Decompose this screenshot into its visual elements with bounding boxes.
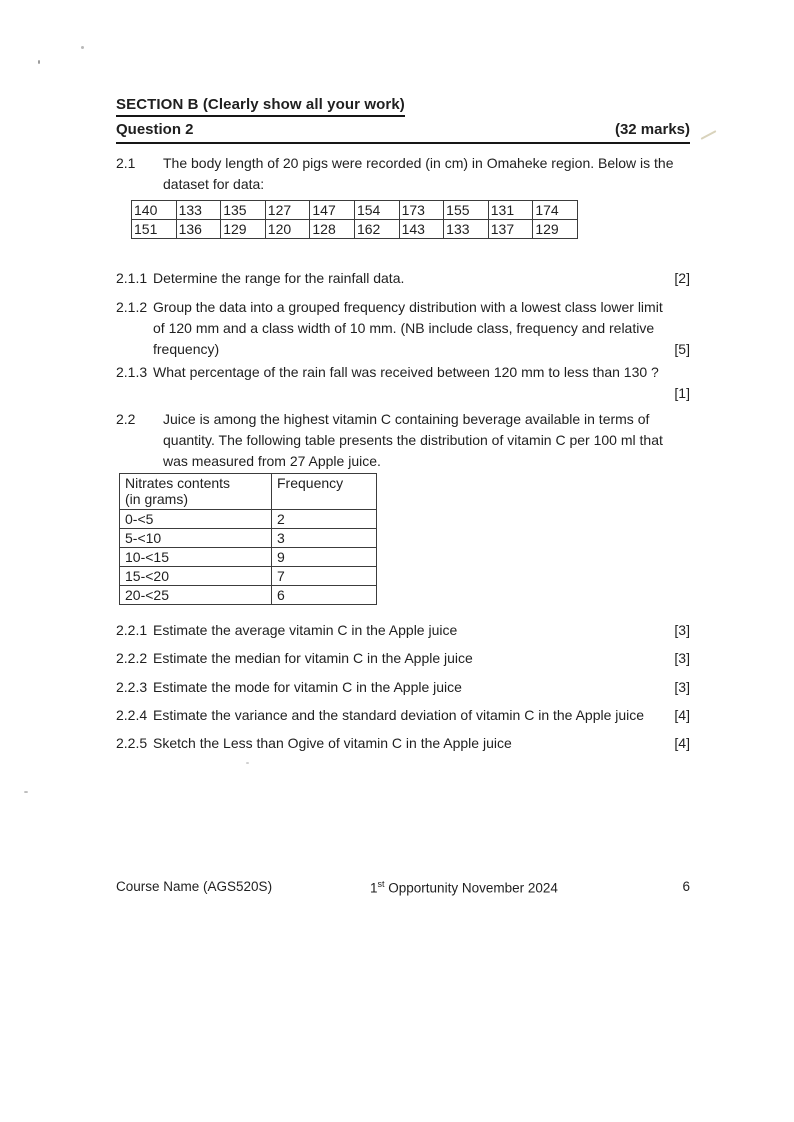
- text-line: Sketch the Less than Ogive of vitamin C in the Apple juice: [153, 735, 512, 751]
- footer-page-number: 6: [682, 879, 690, 894]
- question-number: 2.2: [116, 411, 136, 427]
- text-line: (in grams): [125, 491, 189, 507]
- table-cell: 173: [399, 201, 444, 220]
- question-text: [153, 297, 690, 360]
- table-row: [120, 567, 377, 586]
- question-number: 2.2.5: [116, 735, 148, 751]
- text-line: Estimate the median for vitamin C in the Apple juice: [153, 650, 473, 666]
- question-total-marks: (32 marks): [614, 121, 690, 138]
- text-line: The body length of 20 pigs were recorded (in cm) in Omaheke region. Below is the: [163, 155, 674, 171]
- question-text: [153, 677, 690, 698]
- table-cell: 20-<25: [120, 586, 272, 605]
- footer-opportunity-number: 1: [370, 880, 378, 896]
- text-line: Estimate the average vitamin C in the Apple juice: [153, 622, 458, 638]
- question-number: 2.2.1: [116, 622, 148, 638]
- table-cell: 127: [265, 201, 310, 220]
- table-cell: 15-<20: [120, 567, 272, 586]
- pig-length-data-table: [131, 200, 578, 239]
- question-number: 2.2.2: [116, 650, 148, 666]
- question-number: 2.1.2: [116, 299, 148, 315]
- section-heading: SECTION B (Clearly show all your work): [116, 96, 405, 117]
- question-2-1-1: [116, 268, 690, 289]
- text-line: Group the data into a grouped frequency distribution with a lowest class lower limit: [153, 299, 663, 315]
- table-cell: 140: [132, 201, 177, 220]
- table-cell: 143: [399, 220, 444, 239]
- question-number: 2.1.3: [116, 364, 148, 380]
- table-cell: 129: [533, 220, 578, 239]
- footer-course-name: Course Name (AGS520S): [116, 879, 273, 894]
- question-text: [153, 705, 690, 726]
- question-2-2-2: [116, 648, 690, 669]
- question-2-2: [116, 409, 690, 472]
- text-line: dataset for data:: [163, 176, 265, 192]
- table-cell: 137: [488, 220, 533, 239]
- table-cell: 154: [354, 201, 399, 220]
- text-line: was measured from 27 Apple juice.: [163, 453, 381, 469]
- table-cell: 120: [265, 220, 310, 239]
- table-cell: 3: [272, 529, 377, 548]
- question-2-1-3: [116, 362, 690, 404]
- table-cell: 0-<5: [120, 510, 272, 529]
- table-cell: 10-<15: [120, 548, 272, 567]
- table-cell: 136: [176, 220, 221, 239]
- table-cell: 131: [488, 201, 533, 220]
- question-text: [153, 648, 690, 669]
- table-header-cell: [120, 474, 272, 510]
- marks-badge: [1]: [674, 385, 690, 401]
- table-row: [120, 529, 377, 548]
- question-number: 2.2.4: [116, 707, 148, 723]
- table-row: [132, 220, 578, 239]
- table-cell: 9: [272, 548, 377, 567]
- question-text: [163, 409, 690, 472]
- text-line: of 120 mm and a class width of 10 mm. (NB include class, frequency and relative: [153, 320, 655, 336]
- table-cell: 2: [272, 510, 377, 529]
- question-title: Question 2: [116, 121, 194, 138]
- question-text: [153, 733, 690, 754]
- marks-badge: [3]: [674, 622, 690, 638]
- question-2-2-3: [116, 677, 690, 698]
- table-cell: 128: [310, 220, 355, 239]
- text-line: What percentage of the rain fall was received between 120 mm to less than 130 ?: [153, 364, 659, 380]
- table-cell: 174: [533, 201, 578, 220]
- table-row: [132, 201, 578, 220]
- text-line: Estimate the variance and the standard deviation of vitamin C in the Apple juice: [153, 707, 645, 723]
- table-header-cell: Frequency: [272, 474, 377, 510]
- question-text: [153, 620, 690, 641]
- marks-badge: [4]: [674, 707, 690, 723]
- question-2-1: [116, 153, 690, 195]
- marks-badge: [2]: [674, 270, 690, 286]
- table-row: [120, 586, 377, 605]
- marks-badge: [3]: [674, 679, 690, 695]
- marks-badge: [4]: [674, 735, 690, 751]
- text-line: Nitrates contents: [125, 475, 231, 491]
- text-line: frequency): [153, 341, 220, 357]
- question-2-2-4: [116, 705, 690, 726]
- question-text: [163, 153, 690, 195]
- question-number: 2.2.3: [116, 679, 148, 695]
- marks-badge: [5]: [674, 341, 690, 357]
- footer-opportunity-text: Opportunity November 2024: [384, 880, 558, 896]
- footer-opportunity: [370, 879, 558, 896]
- table-row: [120, 548, 377, 567]
- question-2-1-2: [116, 297, 690, 360]
- table-cell: 7: [272, 567, 377, 586]
- marks-badge: [3]: [674, 650, 690, 666]
- text-line: Estimate the mode for vitamin C in the Apple juice: [153, 679, 462, 695]
- vitamin-c-frequency-table: [119, 473, 377, 605]
- question-2-2-1: [116, 620, 690, 641]
- text-line: Juice is among the highest vitamin C containing beverage available in terms of: [163, 411, 650, 427]
- table-cell: 135: [221, 201, 266, 220]
- table-cell: 129: [221, 220, 266, 239]
- table-cell: 133: [176, 201, 221, 220]
- question-number: 2.1.1: [116, 270, 148, 286]
- question-2-2-5: [116, 733, 690, 754]
- table-cell: 151: [132, 220, 177, 239]
- table-cell: 147: [310, 201, 355, 220]
- question-heading-row: [116, 121, 690, 144]
- table-header-row: [120, 474, 377, 510]
- text-line: quantity. The following table presents the distribution of vitamin C per 100 ml that: [163, 432, 663, 448]
- scan-scratch-mark: [701, 130, 717, 140]
- scan-speck: [24, 791, 28, 793]
- scan-speck: [38, 60, 40, 64]
- table-cell: 6: [272, 586, 377, 605]
- table-cell: 162: [354, 220, 399, 239]
- question-text: [153, 362, 690, 383]
- table-cell: 155: [444, 201, 489, 220]
- scan-speck: [246, 762, 249, 764]
- table-cell: 133: [444, 220, 489, 239]
- question-text: [153, 268, 690, 289]
- text-line: Determine the range for the rainfall data.: [153, 270, 405, 286]
- scan-speck: [81, 46, 84, 49]
- question-number: 2.1: [116, 155, 136, 171]
- table-row: [120, 510, 377, 529]
- table-cell: 5-<10: [120, 529, 272, 548]
- footer-opportunity-ordinal: st: [377, 879, 385, 889]
